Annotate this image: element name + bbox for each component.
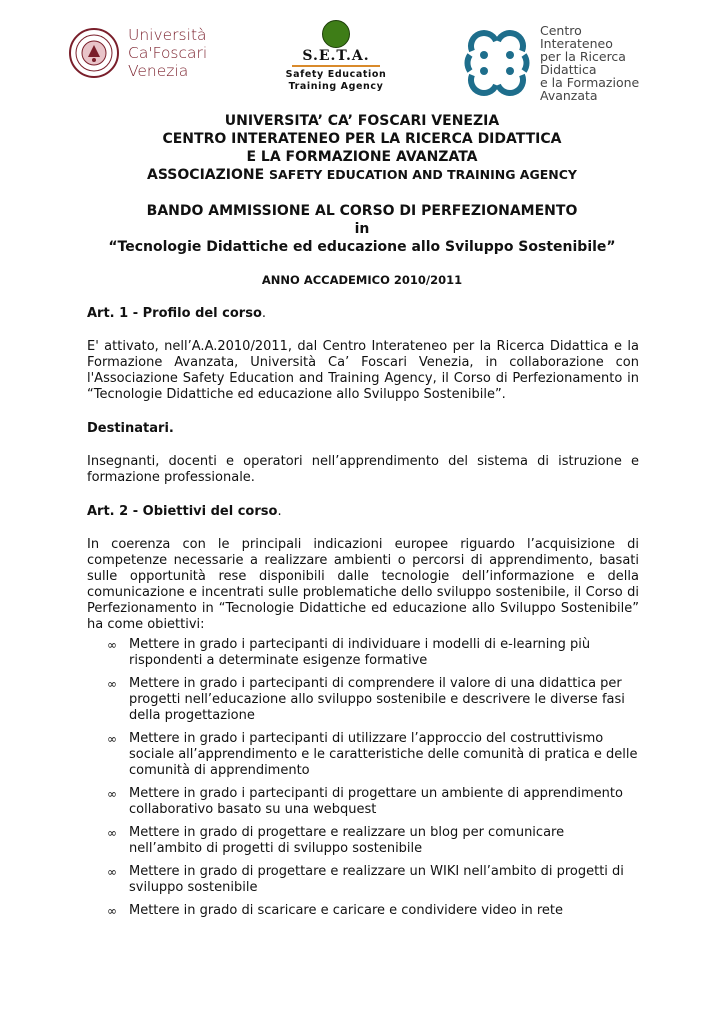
centro-name-line: Avanzata: [540, 88, 598, 103]
seta-logo: [276, 20, 396, 93]
list-item: [87, 825, 639, 857]
art1-heading: [87, 306, 639, 322]
title-line-part: ASSOCIAZIONE: [147, 167, 265, 183]
heading-period: .: [277, 504, 282, 519]
art2-paragraph: In coerenza con le principali indicazioni europee riguardo l’acquisizione di competenze necessarie a realizzare ambienti o percorsi di apprendimento, basati sulle opportunità rese disponibili dalle tecnologie dell’informazione e della comunicazione e incentrati sulle problematiche dello sviluppo sostenibile, il Corso di Perfezionamento in “Tecnologie Didattiche ed educazione allo Sviluppo Sostenibile” ha come obiettivi:: [87, 537, 639, 632]
seta-subtitle: Safety Education: [285, 69, 387, 80]
objective-text: Mettere in grado di progettare e realizzare un WIKI nell’ambito di progetti di sviluppo sostenibile: [129, 864, 624, 895]
centro-emblem-icon: [462, 29, 532, 97]
centro-name-line: Didattica: [540, 62, 597, 77]
objective-text: Mettere in grado di progettare e realizzare un blog per comunicare nell’ambito di progetti di sviluppo sostenibile: [129, 825, 565, 856]
seta-subtitle: Training Agency: [288, 81, 384, 92]
list-item: [87, 786, 639, 818]
infinity-bullet-icon: ∞: [107, 638, 117, 652]
university-name-line: Università: [128, 26, 207, 44]
call-title-line: BANDO AMMISSIONE AL CORSO DI PERFEZIONAMENTO: [146, 203, 578, 219]
list-item: [87, 637, 639, 669]
list-item: [87, 864, 639, 896]
objective-text: Mettere in grado di scaricare e caricare e condividere video in rete: [129, 903, 563, 918]
seta-circle-icon: [322, 20, 350, 48]
seta-divider: [292, 65, 380, 67]
infinity-bullet-icon: ∞: [107, 865, 117, 879]
infinity-bullet-icon: ∞: [107, 787, 117, 801]
academic-year: ANNO ACCADEMICO 2010/2011: [261, 273, 463, 287]
title-line: UNIVERSITA’ CA’ FOSCARI VENEZIA: [224, 113, 500, 129]
art2-heading-text: Art. 2 - Obiettivi del corso: [87, 504, 278, 519]
centro-logo: [462, 24, 639, 102]
centro-name-line: Centro: [540, 23, 582, 38]
destinatari-paragraph: Insegnanti, docenti e operatori nell’apprendimento del sistema di istruzione e formazione professionale.: [87, 454, 639, 485]
destinatari-heading: Destinatari.: [87, 421, 174, 436]
list-item: [87, 731, 639, 779]
call-title: [0, 202, 724, 256]
call-title-line: “Tecnologie Didattiche ed educazione allo Sviluppo Sostenibile”: [108, 239, 616, 255]
university-seal-icon: [68, 27, 120, 79]
objectives-list: [87, 637, 639, 919]
centro-name: [540, 24, 639, 102]
title-line: [0, 166, 724, 184]
objective-text: Mettere in grado i partecipanti di progettare un ambiente di apprendimento collaborativo basato su una webquest: [129, 786, 623, 817]
university-logo: [68, 26, 207, 80]
letterhead: [0, 0, 724, 110]
art2-heading: [87, 504, 639, 520]
university-name-line: Venezia: [128, 62, 189, 80]
list-item: [87, 676, 639, 724]
objective-text: Mettere in grado i partecipanti di individuare i modelli di e-learning più rispondenti a determinate esigenze formative: [129, 637, 591, 668]
title-line-part: SAFETY EDUCATION AND TRAINING AGENCY: [269, 167, 577, 182]
institution-titles: [0, 112, 724, 184]
infinity-bullet-icon: ∞: [107, 677, 117, 691]
objective-text: Mettere in grado i partecipanti di comprendere il valore di una didattica per progetti nell’educazione allo sviluppo sostenibile e descrivere le diverse fasi della progettazione: [129, 676, 625, 723]
seta-name: S.E.T.A.: [302, 48, 370, 64]
art1-heading-text: Art. 1 - Profilo del corso: [87, 306, 262, 321]
heading-period: .: [261, 306, 267, 321]
call-title-line: in: [354, 221, 370, 237]
infinity-bullet-icon: ∞: [107, 826, 117, 840]
university-name: [128, 26, 207, 80]
infinity-bullet-icon: ∞: [107, 904, 117, 918]
infinity-bullet-icon: ∞: [107, 732, 117, 746]
art1-paragraph: E' attivato, nell’A.A.2010/2011, dal Centro Interateneo per la Ricerca Didattica e la Formazione Avanzata, Università Ca’ Foscari Venezia, in collaborazione con l'Associazione Safety Education and Training Agency, il Corso di Perfezionamento in “Tecnologie Didattiche ed educazione allo Sviluppo Sostenibile”.: [87, 339, 639, 402]
university-name-line: Ca'Foscari: [128, 44, 208, 62]
document-body: [87, 306, 639, 926]
objective-text: Mettere in grado i partecipanti di utilizzare l’approccio del costruttivismo sociale all’apprendimento e le caratteristiche delle comunità di pratica e delle comunità di apprendimento: [129, 731, 638, 778]
centro-name-line: per la Ricerca: [540, 49, 626, 64]
list-item: [87, 903, 639, 919]
title-line: CENTRO INTERATENEO PER LA RICERCA DIDATTICA: [162, 131, 562, 147]
centro-name-line: e la Formazione: [540, 75, 640, 90]
centro-name-line: Interateneo: [540, 36, 613, 51]
title-line: E LA FORMAZIONE AVANZATA: [246, 149, 478, 165]
